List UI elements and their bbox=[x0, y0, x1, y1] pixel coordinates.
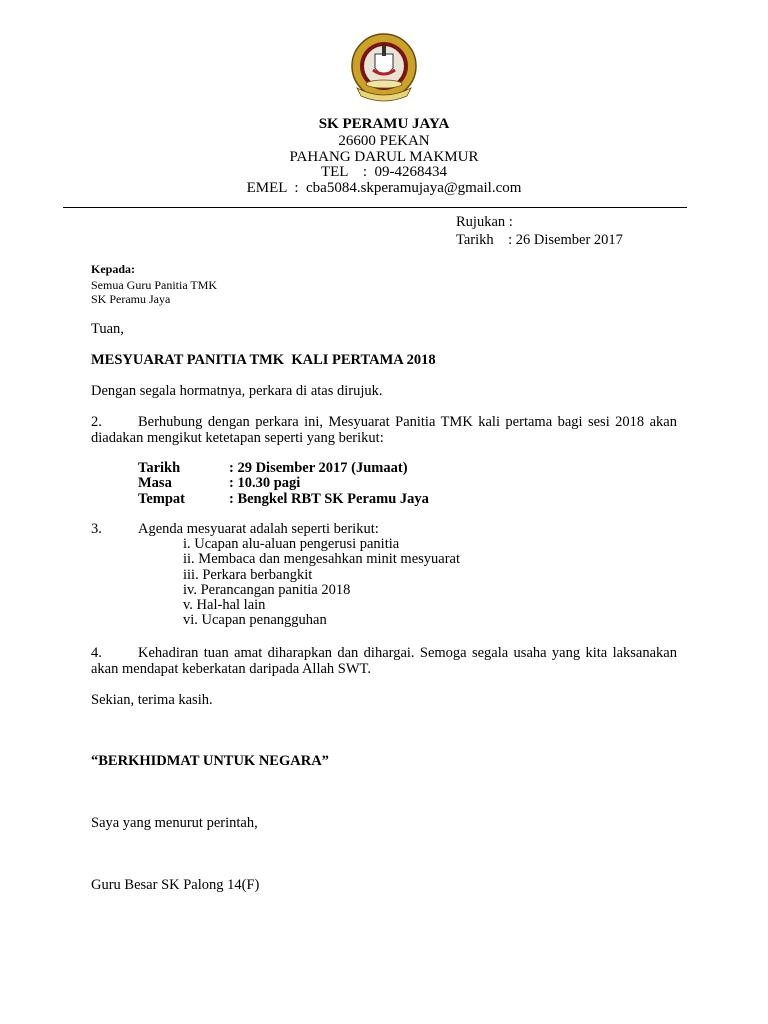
agenda-list bbox=[183, 537, 460, 629]
letter-subject: MESYUARAT PANITIA TMK KALI PERTAMA 2018 bbox=[91, 352, 436, 368]
school-postcode-town: 26600 PEKAN bbox=[338, 133, 430, 149]
agenda-item: iii. Perkara berbangkit bbox=[183, 566, 313, 583]
sign-off: Saya yang menurut perintah, bbox=[91, 815, 258, 831]
paragraph-3 bbox=[91, 521, 379, 537]
paragraph-2-text: Berhubung dengan perkara ini, Mesyuarat Panitia TMK kali pertama bagi sesi 2018 akan diadakan mengikut ketetapan seperti yang berikut: bbox=[91, 414, 677, 446]
recipient-line-2: SK Peramu Jaya bbox=[91, 292, 171, 306]
school-email: EMEL : cba5084.skperamujaya@gmail.com bbox=[246, 180, 522, 196]
agenda-item: vi. Ucapan penangguhan bbox=[183, 612, 327, 629]
closing-line: Sekian, terima kasih. bbox=[91, 692, 213, 708]
paragraph-3-text: Agenda mesyuarat adalah seperti berikut: bbox=[138, 521, 379, 537]
motto: “BERKHIDMAT UNTUK NEGARA” bbox=[91, 753, 329, 769]
agenda-item: i. Ucapan alu-aluan pengerusi panitia bbox=[183, 536, 400, 552]
paragraph-4-number: 4. bbox=[91, 645, 102, 661]
detail-date-value: : 29 Disember 2017 (Jumaat) bbox=[229, 460, 408, 476]
opening-line: Dengan segala hormatnya, perkara di atas dirujuk. bbox=[91, 383, 383, 399]
school-crest-logo bbox=[349, 32, 419, 104]
reference-date: Tarikh : 26 Disember 2017 bbox=[456, 232, 623, 248]
detail-time-value: : 10.30 pagi bbox=[229, 475, 301, 491]
recipient-label: Kepada: bbox=[91, 262, 136, 276]
salutation: Tuan, bbox=[91, 321, 124, 337]
school-name: SK PERAMU JAYA bbox=[318, 116, 450, 132]
recipient-line-1: Semua Guru Panitia TMK bbox=[91, 278, 218, 292]
detail-venue-value: : Bengkel RBT SK Peramu Jaya bbox=[229, 491, 429, 507]
paragraph-4-text: Kehadiran tuan amat diharapkan dan dihargai. Semoga segala usaha yang kita laksanakan akan mendapat keberkatan daripada Allah SWT. bbox=[91, 645, 677, 677]
paragraph-3-number: 3. bbox=[91, 521, 102, 537]
detail-date-label: Tarikh bbox=[138, 460, 181, 476]
paragraph-2 bbox=[91, 414, 677, 446]
agenda-item: iv. Perancangan panitia 2018 bbox=[183, 581, 351, 598]
school-tel: TEL : 09-4268434 bbox=[320, 164, 448, 180]
agenda-item: v. Hal-hal lain bbox=[183, 597, 266, 614]
signatory: Guru Besar SK Palong 14(F) bbox=[91, 877, 260, 893]
paragraph-2-number: 2. bbox=[91, 414, 102, 430]
agenda-item: ii. Membaca dan mengesahkan minit mesyuarat bbox=[183, 551, 461, 568]
reference-rujukan: Rujukan : bbox=[456, 214, 513, 230]
header-divider bbox=[63, 207, 687, 208]
school-state: PAHANG DARUL MAKMUR bbox=[289, 149, 479, 165]
paragraph-4 bbox=[91, 645, 677, 677]
detail-time-label: Masa bbox=[138, 475, 172, 491]
detail-venue-label: Tempat bbox=[138, 491, 185, 507]
